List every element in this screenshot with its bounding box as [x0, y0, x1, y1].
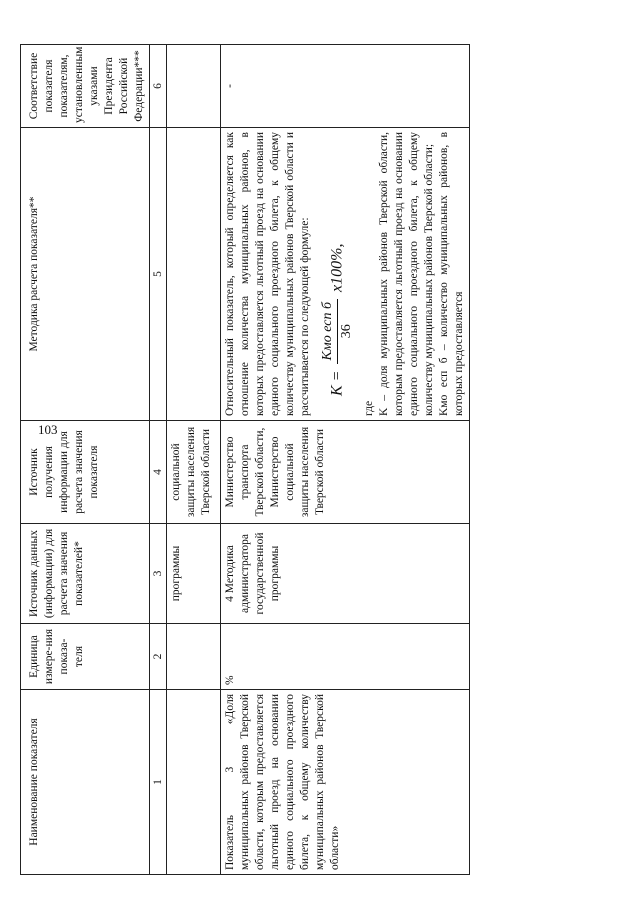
- continuation-method: [167, 128, 221, 421]
- page-number: 103: [38, 422, 58, 437]
- indicator-method: [221, 128, 470, 421]
- continuation-name: [167, 690, 221, 875]
- header-row: [21, 45, 150, 875]
- column-number: 2: [149, 624, 167, 690]
- continuation-row: [167, 45, 221, 875]
- method-formula: [319, 132, 356, 396]
- method-k-definition: K – доля муниципальных районов Тверской области, которым предоставляется льготный проезд на основании единого социального проездного билета, к общему количеству муниципальных районов Тверской области;: [378, 132, 436, 416]
- header-info-source: Источник получения информации для расчета значения показателя: [21, 421, 150, 524]
- column-number: 6: [149, 45, 167, 128]
- formula-denominator: 36: [339, 324, 355, 339]
- formula-numerator: Kмо есп б: [319, 299, 338, 364]
- rotated-page: [20, 45, 620, 875]
- formula-lhs: K =: [328, 370, 346, 396]
- formula-fraction: [319, 299, 356, 364]
- method-kmo-definition: Kмо есп б – количество муниципальных районов, в которых предоставляется: [438, 132, 466, 416]
- indicator-compliance: -: [221, 45, 470, 128]
- header-unit: Единица измере-ния показа-теля: [21, 624, 150, 690]
- method-intro: Относительный показатель, который определяется как отношение количества муниципальных районов, в которых предоставляется льготный проезд на основании единого социального проездного билета, к общему количеству муниципальных районов Тверской области и рассчитывается по следующей формуле:: [224, 132, 312, 416]
- column-number: 3: [149, 524, 167, 624]
- column-number: 1: [149, 690, 167, 875]
- continuation-info-source: социальной защиты населения Тверской области: [167, 421, 221, 524]
- column-number: 4: [149, 421, 167, 524]
- continuation-compliance: [167, 45, 221, 128]
- indicator-row: [221, 45, 470, 875]
- column-number: 5: [149, 128, 167, 421]
- indicator-name: Показатель 3 «Доля муниципальных районов Тверской области, которым предоставляется льготный проезд на основании единого социального проездного билета, к общему количеству муниципальных районов Тверской области»: [221, 690, 470, 875]
- header-name: Наименование показателя: [21, 690, 150, 875]
- header-compliance: Соответствие показателя показателям, установленным указами Президента Российской Федерации***: [21, 45, 150, 128]
- column-number-row: [149, 45, 167, 875]
- indicator-table: [20, 44, 470, 875]
- header-method: Методика расчета показателя**: [21, 128, 150, 421]
- indicator-data-source: 4 Методика администратора государственной программы: [221, 524, 470, 624]
- formula-tail: x100%,: [328, 243, 346, 292]
- header-data-source: Источник данных (информации) для расчета значения показателей*: [21, 524, 150, 624]
- continuation-unit: [167, 624, 221, 690]
- indicator-info-source: Министерство транспорта Тверской области, Министерство социальной защиты населения Тверской области: [221, 421, 470, 524]
- continuation-data-source: программы: [167, 524, 221, 624]
- indicator-unit: %: [221, 624, 470, 690]
- method-where: где: [363, 400, 376, 416]
